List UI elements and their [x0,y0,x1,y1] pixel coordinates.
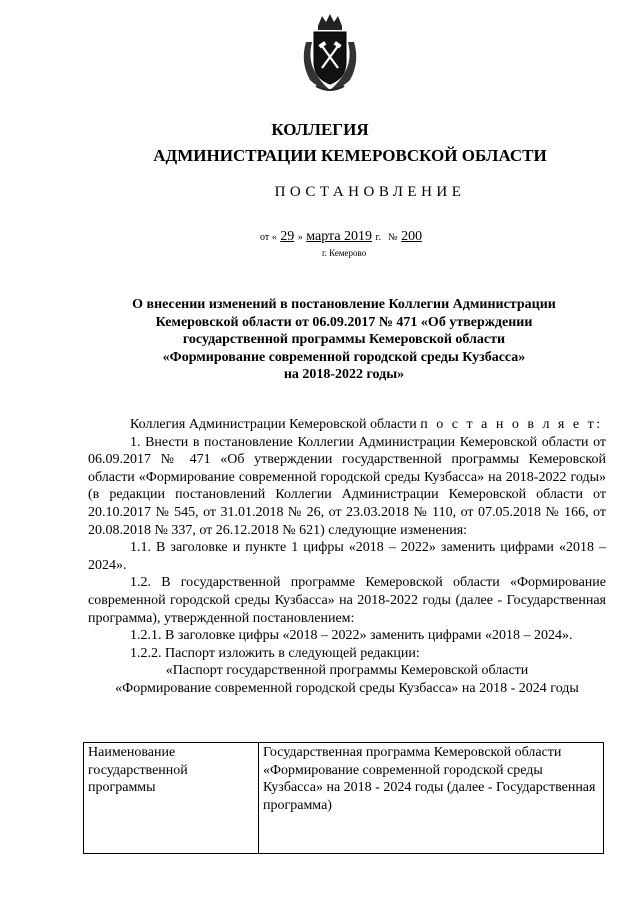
paragraph-1-2: 1.2. В государственной программе Кемеровской области «Формирование современной городской среды Кузбасса» на 2018-2022 годы (далее - Государственная программа), утвержденной постановлением: [88,575,606,626]
date-prefix: от « [260,232,277,243]
paragraph-1: 1. Внести в постановление Коллегии Администрации Кемеровской области от 06.09.2017 № 471 «Об утверждении государственной программы Кемеровской области «Формирование современной городской среды Кузбасса» на 2018-2022 годы» (в редакции постановлений Коллегии Администрации Кемеровской области от 20.10.2017 № 545, от 31.01.2018 № 26, от 23.03.2018 № 110, от 07.05.2018 № 166, от 20.08.2018 № 337, от 26.12.2018 № 621) следующие изменения: [88,434,606,538]
document-body [88,416,606,698]
title-line: Кемеровской области от 06.09.2017 № 471 «Об утверждении [155,314,533,330]
document-type: ПОСТАНОВЛЕНИЕ [274,184,466,200]
title-line: О внесении изменений в постановление Коллегии Администрации [132,297,556,312]
passport-title-line-1: «Паспорт государственной программы Кемеровской области [165,663,529,679]
date-year-suffix: г. [375,232,382,243]
document-title [100,296,588,384]
org-name-line-1: КОЛЛЕГИЯ [271,120,369,139]
org-name-line-2: АДМИНИСТРАЦИИ КЕМЕРОВСКОЙ ОБЛАСТИ [153,146,547,165]
paragraph-1-2-1: 1.2.1. В заголовке цифры «2018 – 2022» заменить цифрами «2018 – 2024». [130,628,573,644]
passport-table [83,742,604,854]
date-day: 29 [280,229,295,244]
intro-text: Коллегия Администрации Кемеровской области [130,417,417,432]
intro-verb: п о с т а н о в л я е т: [420,417,603,432]
date-month-year: марта 2019 [306,229,373,244]
title-line: «Формирование современной городской среды Кузбасса» [162,349,526,365]
number-prefix: № [388,232,398,243]
passport-row-label: Наименование государственной программы [84,743,259,854]
city: г. Кемерово [322,248,367,258]
paragraph-1-2-2: 1.2.2. Паспорт изложить в следующей редакции: [130,645,420,661]
coat-of-arms-emblem [298,12,362,92]
date-number-line [260,229,422,245]
table-row [84,743,604,854]
title-line: на 2018-2022 годы» [283,367,405,382]
passport-title-line-2: «Формирование современной городской среды Кузбасса» на 2018 - 2024 годы [115,680,579,696]
intro-paragraph [88,416,606,434]
title-line: государственной программы Кемеровской области [182,332,506,347]
date-mid: » [297,232,303,243]
paragraph-1-1: 1.1. В заголовке и пункте 1 цифры «2018 – 2022» заменить цифрами «2018 – 2024». [88,540,606,573]
passport-row-value: Государственная программа Кемеровской области «Формирование современной городской среды Кузбасса» на 2018 - 2024 годы (далее - Государственная программа) [259,743,604,854]
document-number: 200 [401,229,423,244]
